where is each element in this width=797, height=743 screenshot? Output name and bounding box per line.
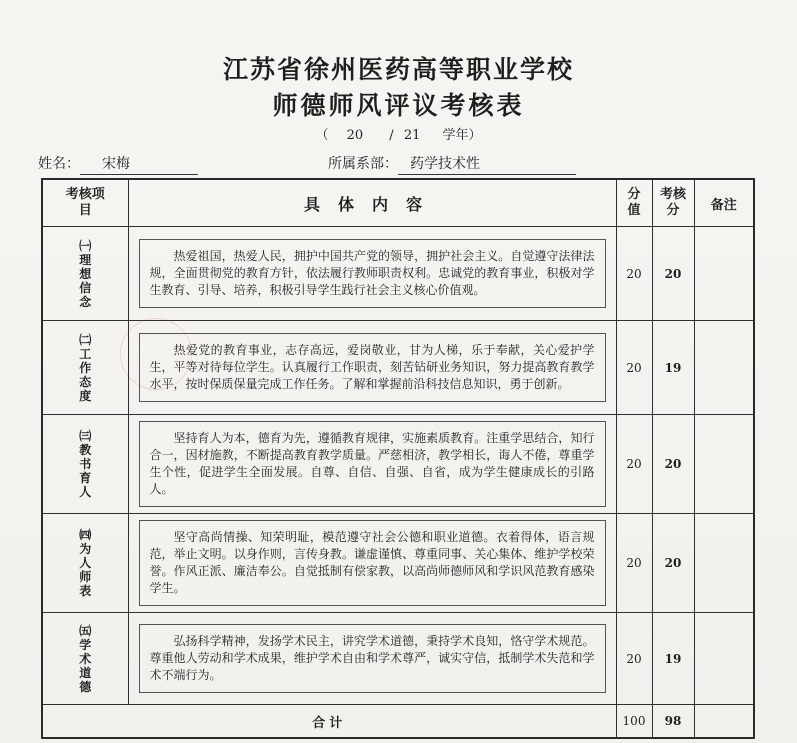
- row-note: [694, 514, 754, 613]
- row-score: 19: [652, 613, 694, 705]
- row-content-cell: [128, 227, 616, 321]
- row-note: [694, 613, 754, 705]
- year-label: 学年）: [442, 128, 482, 143]
- row-item: [42, 227, 128, 321]
- row-number: ㈠: [79, 238, 92, 253]
- row-value: 20: [616, 514, 652, 613]
- row-score: 19: [652, 321, 694, 415]
- row-note: [694, 321, 754, 415]
- academic-year: [0, 124, 797, 143]
- evaluation-table: [41, 178, 755, 739]
- row-content-cell: [128, 514, 616, 613]
- year-end: 21: [403, 128, 421, 143]
- row-item-name: 教书育人: [79, 443, 92, 499]
- header-content: 具体内容: [128, 179, 616, 227]
- row-number: ㈣: [79, 528, 92, 542]
- row-number: ㈡: [79, 332, 92, 347]
- row-number: ㈤: [79, 623, 92, 638]
- row-content: 弘扬科学精神，发扬学术民主，讲究学术道德，秉持学术良知，恪守学术规范。尊重他人劳动和学术成果，维护学术自由和学术尊严，诚实守信，抵制学术失范和学术不端行为。: [139, 624, 606, 693]
- table-row: [42, 613, 754, 705]
- row-content: 坚守高尚情操、知荣明耻，模范遵守社会公德和职业道德。衣着得体，语言规范，举止文明。以身作则，言传身教。谦虚谨慎、尊重同事、关心集体、维护学校荣誉。作风正派、廉洁奉公。自觉抵制有偿家教，以高尚师德师风和学识风范教育感染学生。: [139, 520, 606, 606]
- table-row: [42, 321, 754, 415]
- row-value: 20: [616, 415, 652, 514]
- total-score: 98: [652, 705, 694, 739]
- table-row: [42, 415, 754, 514]
- row-content-cell: [128, 613, 616, 705]
- form-title: 师德师风评议考核表: [272, 91, 525, 120]
- row-content: 热爱祖国，热爱人民，拥护中国共产党的领导，拥护社会主义。自觉遵守法律法规，全面贯彻党的教育方针，依法履行教师职责权利。忠诚党的教育事业，积极对学生教育、引导、培养，积极引导学生践行社会主义核心价值观。: [139, 239, 606, 308]
- row-item-name: 理想信念: [79, 252, 92, 309]
- row-item-name: 为人师表: [79, 542, 92, 598]
- row-item: [42, 415, 128, 514]
- row-item: [42, 514, 128, 613]
- total-note: [694, 705, 754, 739]
- row-item-name: 工作态度: [79, 346, 92, 403]
- row-value: 20: [616, 321, 652, 415]
- name-label: 姓名：: [38, 156, 80, 172]
- row-item: [42, 613, 128, 705]
- total-label: 合计: [42, 705, 616, 739]
- row-number: ㈢: [79, 429, 92, 443]
- header-item: 考核项目: [42, 179, 128, 227]
- table-row: [42, 227, 754, 321]
- department-value: 药学技术性: [398, 153, 576, 175]
- header-score: 考核分: [652, 179, 694, 227]
- department-label: 所属系部：: [328, 156, 398, 172]
- row-value: 20: [616, 227, 652, 321]
- department-field: [328, 153, 576, 175]
- name-field: [38, 153, 198, 175]
- row-item: [42, 321, 128, 415]
- header-note: 备注: [694, 179, 754, 227]
- row-value: 20: [616, 613, 652, 705]
- year-open: （: [315, 128, 329, 143]
- year-slash: /: [389, 128, 394, 143]
- row-content: 坚持育人为本，德育为先，遵循教育规律，实施素质教育。注重学思结合，知行合一，因材施教，不断提高教育教学质量。严慈相济，教学相长，诲人不倦，尊重学生个性，促进学生全面发展。自尊、自信、自强、自省，成为学生健康成长的引路人。: [139, 421, 606, 507]
- row-score: 20: [652, 227, 694, 321]
- school-title: 江苏省徐州医药高等职业学校: [222, 55, 574, 84]
- row-note: [694, 227, 754, 321]
- year-start: 20: [346, 128, 364, 143]
- row-item-name: 学术道德: [79, 637, 92, 694]
- total-value: 100: [616, 705, 652, 739]
- table-row: [42, 514, 754, 613]
- total-row: [42, 705, 754, 739]
- header-value: 分值: [616, 179, 652, 227]
- row-content: 热爱党的教育事业，志存高远，爱岗敬业，甘为人梯，乐于奉献，关心爱护学生，平等对待每位学生。认真履行工作职责，刻苦钻研业务知识，努力提高教育教学水平，按时保质保量完成工作任务。了解和掌握前沿科技信息知识，勇于创新。: [139, 333, 606, 402]
- row-content-cell: [128, 415, 616, 514]
- row-score: 20: [652, 415, 694, 514]
- row-content-cell: [128, 321, 616, 415]
- name-value: 宋梅: [80, 153, 198, 175]
- row-note: [694, 415, 754, 514]
- row-score: 20: [652, 514, 694, 613]
- table-header-row: [42, 179, 754, 227]
